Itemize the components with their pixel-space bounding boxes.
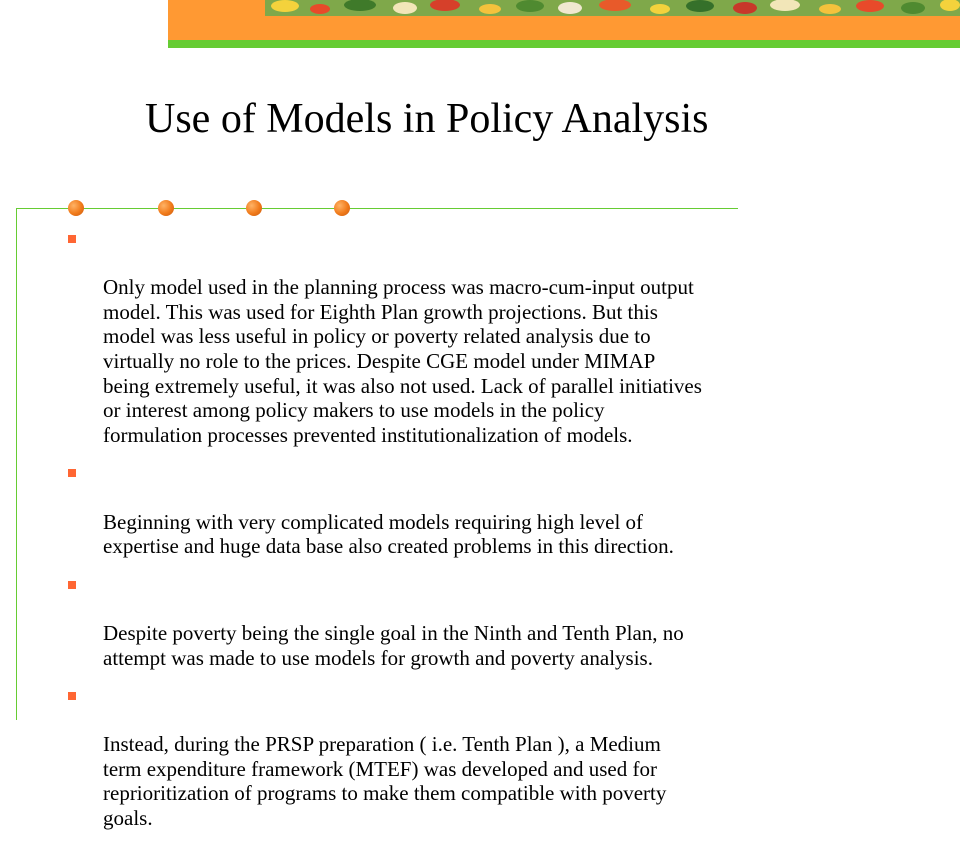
bullet-text: Instead, during the PRSP preparation ( i.e. Tenth Plan ), a Medium term expenditure framework (MTEF) was developed and used for reprioritization of programs to make them compatible with poverty goals. <box>103 732 667 831</box>
flower-pattern-image <box>265 0 960 16</box>
bullet-text: Only model used in the planning process was macro-cum-input output model. This was used for Eighth Plan growth projections. But this model was less useful in policy or poverty related analysis due to virtually no role to the prices. Despite CGE model under MIMAP being extremely useful, it was also not used. Lack of parallel initiatives or interest among policy makers to use models in the policy formulation processes prevented institutionalization of models. <box>103 275 702 447</box>
frame-line-horizontal <box>16 208 738 209</box>
page-title: Use of Models in Policy Analysis <box>145 96 709 142</box>
bullet-list <box>68 226 878 844</box>
bullet-item <box>68 460 878 558</box>
frame-line-vertical <box>16 208 17 720</box>
square-bullet-icon <box>68 692 76 700</box>
bullet-item <box>68 226 878 447</box>
decorative-dot <box>68 200 84 216</box>
decorative-dot <box>334 200 350 216</box>
header-banner-green <box>168 40 960 48</box>
bullet-text: Beginning with very complicated models requiring high level of expertise and huge data base also created problems in this direction. <box>103 509 674 559</box>
decorative-dot <box>158 200 174 216</box>
bullet-item <box>68 683 878 831</box>
square-bullet-icon <box>68 581 76 589</box>
bullet-item <box>68 572 878 670</box>
square-bullet-icon <box>68 235 76 243</box>
decorative-dot <box>246 200 262 216</box>
square-bullet-icon <box>68 469 76 477</box>
bullet-text: Despite poverty being the single goal in the Ninth and Tenth Plan, no attempt was made to use models for growth and poverty analysis. <box>103 620 684 670</box>
